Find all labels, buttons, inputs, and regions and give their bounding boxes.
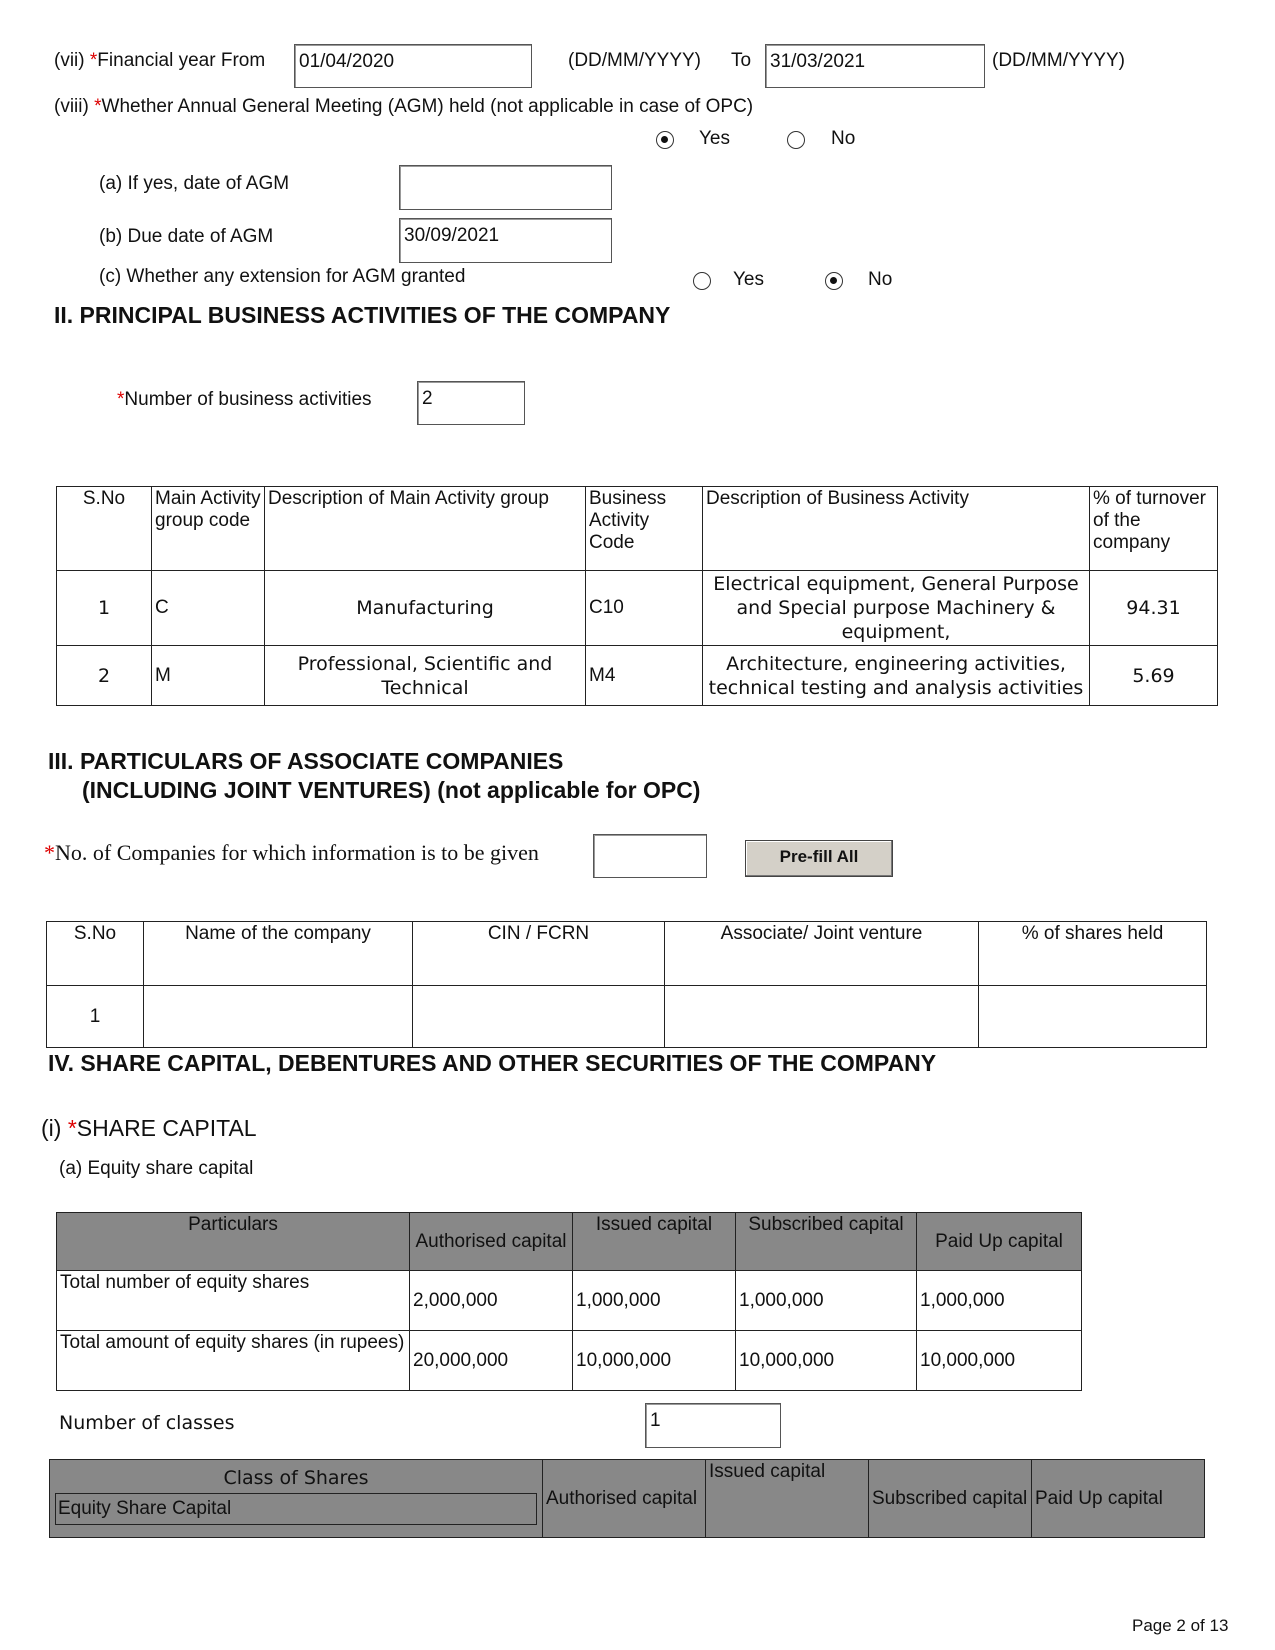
cell-cin[interactable] — [413, 986, 665, 1048]
business-count-input[interactable]: 2 — [417, 381, 525, 425]
col-sno: S.No — [57, 487, 152, 571]
col-cin: CIN / FCRN — [413, 922, 665, 986]
col-issued: Issued capital — [706, 1460, 869, 1538]
equity-share-capital-label: (a) Equity share capital — [59, 1158, 254, 1179]
fy-format-2: (DD/MM/YYYY) — [992, 50, 1125, 71]
class-of-shares-table — [49, 1459, 1205, 1538]
cell-main-code[interactable]: C — [152, 571, 265, 646]
col-business-desc: Description of Business Activity — [703, 487, 1090, 571]
fy-format-1: (DD/MM/YYYY) — [568, 50, 701, 71]
col-paid-up: Paid Up capital — [917, 1213, 1082, 1271]
agm-extension-label: (c) Whether any extension for AGM granted — [99, 266, 466, 287]
agm-label: (viii) *Whether Annual General Meeting (AGM) held (not applicable in case of OPC) — [54, 96, 754, 117]
agm-date-input[interactable] — [399, 165, 612, 210]
extension-no-radio[interactable] — [825, 272, 843, 290]
cell-sno: 2 — [57, 646, 152, 706]
cell-particulars: Total amount of equity shares (in rupees) — [57, 1331, 410, 1391]
table-row — [57, 1331, 1082, 1391]
class-name-field[interactable]: Equity Share Capital — [55, 1493, 537, 1525]
cell-association[interactable] — [665, 986, 979, 1048]
business-count-label: *Number of business activities — [117, 389, 372, 410]
equity-capital-table — [56, 1212, 1082, 1391]
table-header-row — [47, 922, 1207, 986]
page-number: Page 2 of 13 — [1132, 1616, 1229, 1635]
col-shares-held: % of shares held — [979, 922, 1207, 986]
agm-due-input[interactable]: 30/09/2021 — [399, 218, 612, 263]
associate-count-label: *No. of Companies for which information is to be given — [44, 840, 539, 865]
cell-issued[interactable]: 10,000,000 — [573, 1331, 736, 1391]
cell-turnover: 5.69 — [1090, 646, 1218, 706]
col-class-of-shares — [50, 1460, 543, 1538]
cell-main-code[interactable]: M — [152, 646, 265, 706]
cell-business-desc: Electrical equipment, General Purpose and Special purpose Machinery & equipment, — [703, 571, 1090, 646]
agm-yes-radio[interactable] — [656, 131, 674, 149]
cell-sno: 1 — [47, 986, 144, 1048]
section-3-title-line2: (INCLUDING JOINT VENTURES) (not applicable for OPC) — [82, 777, 701, 803]
table-row — [57, 1271, 1082, 1331]
table-row — [57, 646, 1218, 706]
class-of-shares-label: Class of Shares — [223, 1467, 369, 1489]
col-turnover: % of turnover of the company — [1090, 487, 1218, 571]
col-company-name: Name of the company — [144, 922, 413, 986]
agm-yes-label: Yes — [699, 128, 730, 149]
associate-count-input[interactable] — [593, 834, 707, 878]
number-of-classes-label: Number of classes — [59, 1412, 235, 1434]
col-subscribed: Subscribed capital — [869, 1460, 1032, 1538]
agm-due-label: (b) Due date of AGM — [99, 226, 274, 247]
cell-main-desc: Professional, Scientific and Technical — [265, 646, 586, 706]
col-main-desc: Description of Main Activity group — [265, 487, 586, 571]
fy-label: (vii) *Financial year From — [54, 50, 266, 71]
cell-company-name[interactable] — [144, 986, 413, 1048]
col-business-code: Business Activity Code — [586, 487, 703, 571]
table-row — [57, 571, 1218, 646]
fy-to-label: To — [731, 50, 752, 71]
cell-main-desc: Manufacturing — [265, 571, 586, 646]
col-association: Associate/ Joint venture — [665, 922, 979, 986]
cell-business-desc: Architecture, engineering activities, technical testing and analysis activities — [703, 646, 1090, 706]
agm-no-label: No — [831, 128, 856, 149]
col-authorised: Authorised capital — [410, 1213, 573, 1271]
cell-business-code[interactable]: M4 — [586, 646, 703, 706]
section-4-title: IV. SHARE CAPITAL, DEBENTURES AND OTHER SECURITIES OF THE COMPANY — [48, 1050, 937, 1076]
col-issued: Issued capital — [573, 1213, 736, 1271]
cell-paid-up[interactable]: 10,000,000 — [917, 1331, 1082, 1391]
col-subscribed: Subscribed capital — [736, 1213, 917, 1271]
col-sno: S.No — [47, 922, 144, 986]
extension-yes-label: Yes — [733, 269, 764, 290]
cell-authorised[interactable]: 20,000,000 — [410, 1331, 573, 1391]
cell-sno: 1 — [57, 571, 152, 646]
section-3-title-line1: III. PARTICULARS OF ASSOCIATE COMPANIES — [48, 748, 564, 774]
cell-shares-held[interactable] — [979, 986, 1207, 1048]
cell-issued[interactable]: 1,000,000 — [573, 1271, 736, 1331]
associate-companies-table — [46, 921, 1207, 1048]
number-of-classes-input[interactable]: 1 — [645, 1403, 781, 1448]
cell-business-code[interactable]: C10 — [586, 571, 703, 646]
agm-date-label: (a) If yes, date of AGM — [99, 173, 290, 194]
extension-no-label: No — [868, 269, 893, 290]
extension-yes-radio[interactable] — [693, 272, 711, 290]
col-authorised: Authorised capital — [543, 1460, 706, 1538]
cell-paid-up[interactable]: 1,000,000 — [917, 1271, 1082, 1331]
cell-subscribed[interactable]: 10,000,000 — [736, 1331, 917, 1391]
share-capital-label: (i) *SHARE CAPITAL — [41, 1115, 257, 1141]
table-header-row — [57, 1213, 1082, 1271]
fy-to-input[interactable]: 31/03/2021 — [765, 44, 985, 88]
section-2-title: II. PRINCIPAL BUSINESS ACTIVITIES OF THE COMPANY — [54, 302, 671, 328]
table-row — [47, 986, 1207, 1048]
cell-authorised[interactable]: 2,000,000 — [410, 1271, 573, 1331]
table-header-row — [50, 1460, 1205, 1538]
fy-from-input[interactable]: 01/04/2020 — [294, 44, 532, 88]
col-paid-up: Paid Up capital — [1032, 1460, 1205, 1538]
col-main-code: Main Activity group code — [152, 487, 265, 571]
business-activities-table — [56, 486, 1218, 706]
cell-subscribed[interactable]: 1,000,000 — [736, 1271, 917, 1331]
prefill-all-button[interactable]: Pre-fill All — [745, 840, 893, 877]
cell-particulars: Total number of equity shares — [57, 1271, 410, 1331]
table-header-row — [57, 487, 1218, 571]
cell-turnover: 94.31 — [1090, 571, 1218, 646]
col-particulars: Particulars — [57, 1213, 410, 1271]
agm-no-radio[interactable] — [787, 131, 805, 149]
